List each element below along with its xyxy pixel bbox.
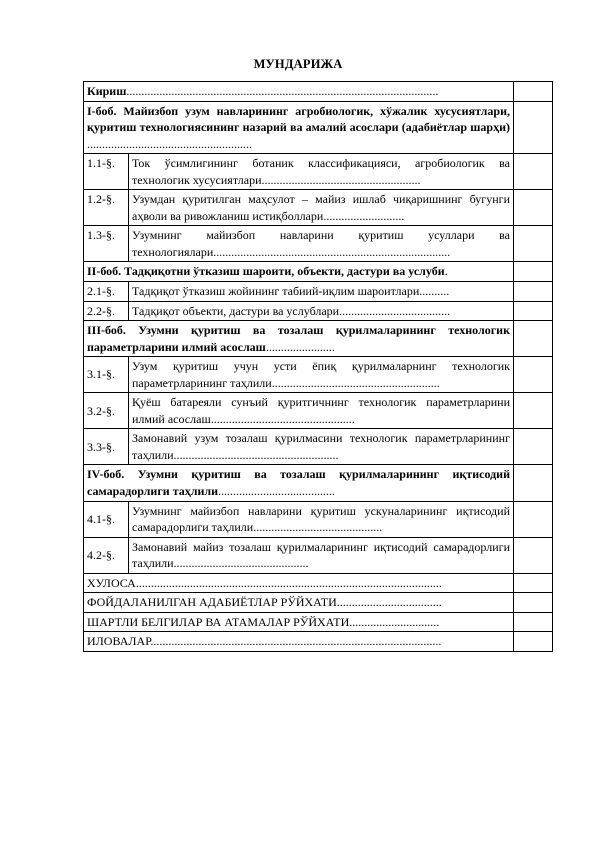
- toc-row-chapter: [84, 262, 553, 282]
- dot-leader: .....................................: [339, 303, 451, 318]
- toc-section[interactable]: [129, 301, 514, 321]
- toc-row-conclusion: [84, 573, 553, 593]
- toc-row-intro: [84, 82, 553, 102]
- chapter-heading-text: I-боб. Майизбоп узум навларининг агробиологик, хўжалик хусусиятлари, қуритиш технологиясининг назарий ва амалий асослари (адабиётлар шарҳи): [87, 103, 510, 135]
- dot-leader: .............................................: [173, 556, 309, 571]
- toc-section[interactable]: [129, 282, 514, 302]
- section-number: 4.1-§.: [84, 501, 129, 537]
- page-number-cell: [514, 226, 553, 262]
- section-number: 3.1-§.: [84, 357, 129, 393]
- dot-leader: ........................................................................................................: [126, 84, 439, 98]
- toc-row-chapter: [84, 101, 553, 154]
- toc-section[interactable]: [129, 429, 514, 465]
- dot-leader: ...............................................................................: [213, 244, 451, 259]
- section-title: Замонавий майиз тозалаш қурилмаларининг иқтисодий самарадорлиги таҳлили: [132, 539, 510, 571]
- toc-entry[interactable]: [84, 82, 514, 102]
- toc-row-section: [84, 393, 553, 429]
- section-number: 1.2-§.: [84, 190, 129, 226]
- section-number: 4.2-§.: [84, 537, 129, 573]
- page-number-cell: [514, 301, 553, 321]
- chapter-heading-text: II-боб. Тадқиқотни ўтказиш шароити, объекти, дастури ва услуби: [87, 264, 445, 279]
- dot-leader: .....................................................: [261, 172, 421, 187]
- toc-entry[interactable]: [84, 612, 514, 632]
- toc-row-section: [84, 282, 553, 302]
- page-number-cell: [514, 357, 553, 393]
- toc-row-chapter: [84, 321, 553, 357]
- page-number-cell: [514, 501, 553, 537]
- page-number-cell: [514, 429, 553, 465]
- dot-leader: .......................: [265, 339, 335, 354]
- toc-entry[interactable]: [84, 632, 514, 652]
- section-number: 2.2-§.: [84, 301, 129, 321]
- section-number: 3.2-§.: [84, 393, 129, 429]
- toc-section[interactable]: [129, 226, 514, 262]
- section-title: Узумнинг майизбоп навларини қуритиш усуллари ва технологиялари: [132, 228, 510, 259]
- section-title: Узум қуритиш учун усти ёпиқ қурилмаларнинг технологик параметрларининг таҳлили: [132, 359, 510, 390]
- entry-label: ШАРТЛИ БЕЛГИЛАР ВА АТАМАЛАР РЎЙХАТИ: [87, 614, 350, 629]
- page-number-cell: [514, 154, 553, 190]
- page-number-cell: [514, 593, 553, 613]
- dot-leader: .......................................: [218, 484, 336, 499]
- dot-leader: .: [444, 264, 448, 279]
- page-number-cell: [514, 262, 553, 282]
- section-title: Қуёш батареяли сунъий қуритгичнинг технологик параметрларини илмий асослаш: [132, 395, 510, 426]
- section-title: Узумдан қуритилган маҳсулот – майиз ишлаб чиқаришнинг бугунги аҳволи ва ривожланиш истиқболлари: [132, 192, 510, 223]
- toc-entry[interactable]: [84, 593, 514, 613]
- dot-leader: ..........: [419, 284, 450, 299]
- section-title: Узумнинг майизбоп навларини қуритиш ускуналарининг иқтисодий самарадорлиги таҳлили: [132, 503, 510, 535]
- dot-leader: ...........................: [323, 208, 405, 223]
- toc-row-chapter: [84, 465, 553, 501]
- toc-row-abbreviations: [84, 612, 553, 632]
- toc-row-section: [84, 537, 553, 573]
- dot-leader: ......................................................................................................: [135, 575, 442, 590]
- section-number: 1.3-§.: [84, 226, 129, 262]
- section-number: 1.1-§.: [84, 154, 129, 190]
- intro-label: Кириш: [87, 84, 127, 98]
- toc-section[interactable]: [129, 190, 514, 226]
- section-title: Тадқиқот ўтказиш жойининг табиий-иқлим шароитлари: [132, 284, 420, 299]
- toc-row-section: [84, 190, 553, 226]
- toc-entry[interactable]: [84, 573, 514, 593]
- toc-row-section: [84, 357, 553, 393]
- entry-label: ХУЛОСА: [87, 575, 136, 590]
- toc-chapter-heading[interactable]: [84, 101, 514, 154]
- toc-row-section: [84, 429, 553, 465]
- table-of-contents: [83, 81, 553, 652]
- toc-section[interactable]: [129, 357, 514, 393]
- entry-label: ИЛОВАЛАР: [87, 634, 151, 649]
- toc-section[interactable]: [129, 154, 514, 190]
- page-number-cell: [514, 190, 553, 226]
- chapter-heading-text: III-боб. Узумни қуритиш ва тозалаш қурилмаларининг технологик параметрларини илмий асослаш: [87, 323, 510, 354]
- toc-row-references: [84, 593, 553, 613]
- dot-leader: ........................................................: [271, 375, 440, 390]
- section-number: 3.3-§.: [84, 429, 129, 465]
- toc-section[interactable]: [129, 501, 514, 537]
- toc-chapter-heading[interactable]: [84, 262, 514, 282]
- page-number-cell: [514, 393, 553, 429]
- entry-label: ФОЙДАЛАНИЛГАН АДАБИЁТЛАР РЎЙХАТИ: [87, 595, 337, 610]
- section-title: Замонавий узум тозалаш қурилмасини технологик параметрларининг таҳлили: [132, 431, 510, 462]
- page-number-cell: [514, 82, 553, 102]
- dot-leader: .......................................................: [173, 447, 339, 462]
- toc-row-section: [84, 226, 553, 262]
- toc-row-section: [84, 154, 553, 190]
- dot-leader: .......................................................: [87, 136, 252, 151]
- dot-leader: .................................................................................................: [150, 634, 442, 649]
- dot-leader: ................................................: [210, 411, 355, 426]
- toc-row-section: [84, 301, 553, 321]
- toc-section[interactable]: [129, 393, 514, 429]
- page-number-cell: [514, 101, 553, 154]
- page-number-cell: [514, 282, 553, 302]
- chapter-heading-text: IV-боб. Узумни қуритиш ва тозалаш қурилмаларининг иқтисодий самарадорлиги таҳлили: [87, 467, 510, 499]
- toc-section[interactable]: [129, 537, 514, 573]
- toc-row-appendices: [84, 632, 553, 652]
- toc-row-section: [84, 501, 553, 537]
- page-title: МУНДАРИЖА: [253, 57, 343, 71]
- page-number-cell: [514, 465, 553, 501]
- toc-chapter-heading[interactable]: [84, 465, 514, 501]
- dot-leader: ..............................: [349, 614, 440, 629]
- section-title: Тадқиқот объекти, дастури ва услублари: [132, 303, 340, 318]
- section-number: 2.1-§.: [84, 282, 129, 302]
- page-number-cell: [514, 573, 553, 593]
- page-number-cell: [514, 321, 553, 357]
- dot-leader: ...........................................: [253, 520, 383, 535]
- toc-chapter-heading[interactable]: [84, 321, 514, 357]
- page-number-cell: [514, 612, 553, 632]
- page-number-cell: [514, 537, 553, 573]
- section-title: Ток ўсимлигининг ботаник классификацияси, агробиологик ва технологик хусусиятлари: [132, 156, 510, 187]
- page-number-cell: [514, 632, 553, 652]
- dot-leader: ...................................: [336, 595, 442, 610]
